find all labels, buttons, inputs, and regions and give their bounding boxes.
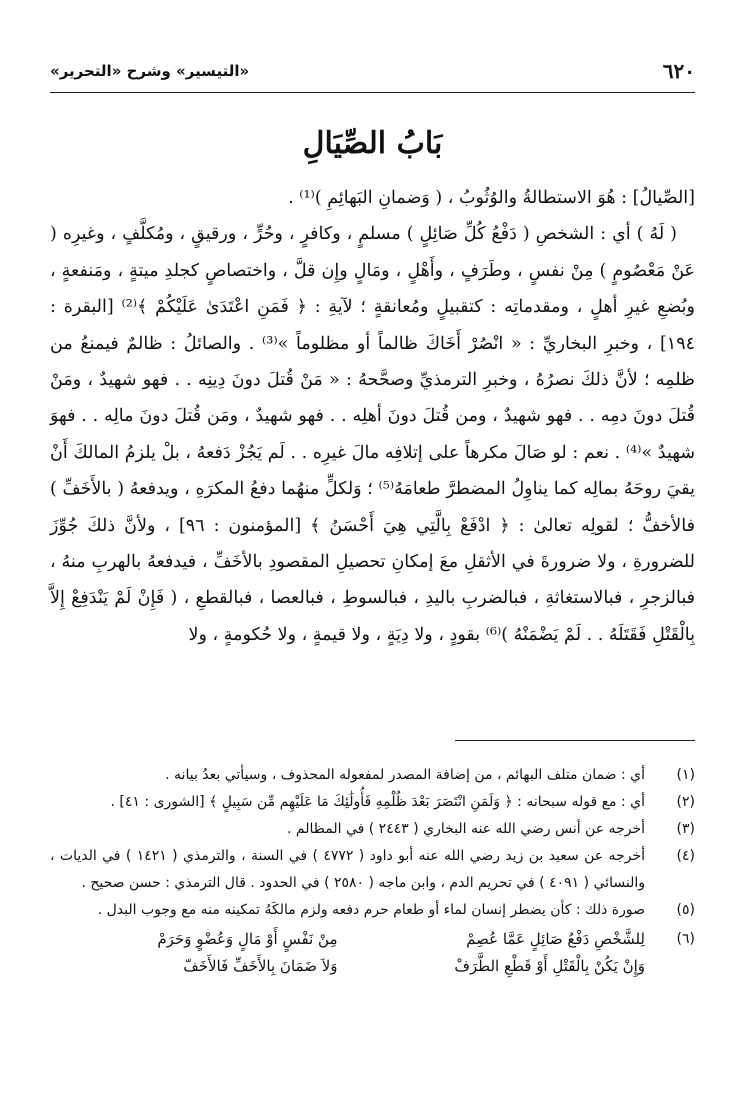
footnotes — [50, 762, 695, 980]
footnote-5 — [50, 897, 695, 924]
footnote-text: صورة ذلك : كأن يضطر إنسان لماء أو طعام حرم دفعه ولزم مالكَهُ تمكينه منه مع وجوب البدل . — [97, 902, 645, 918]
footnote-1 — [50, 762, 695, 789]
footnote-4 — [50, 843, 695, 897]
book-title: «التيسير» وشرح «التحرير» — [50, 62, 250, 80]
page-number: ٦٢٠ — [662, 59, 695, 83]
footnote-6-verse — [50, 926, 695, 980]
footnote-number: (٥) — [676, 902, 695, 918]
footnote-text: أخرجه عن سعيد بن زيد رضي الله عنه أبو داود ( ٤٧٧٢ ) في السنة ، والترمذي ( ١٤٢١ ) في الديات ، والنسائي ( ٤٠٩١ ) في تحريم الدم ، وابن ماجه ( ٢٥٨٠ ) في الحدود . قال الترمذي : حسن صحيح . — [50, 848, 645, 891]
footnote-2 — [50, 789, 695, 816]
footnote-rule — [455, 740, 695, 741]
verse-line-2-first-hemistich: وَإِنْ يَكُنْ بِالْقَتْلِ أَوْ قَطْعِ الطَّرَفْ — [454, 957, 645, 975]
footnote-number: (٣) — [676, 821, 695, 837]
footnote-3 — [50, 816, 695, 843]
footnote-number: (٢) — [676, 794, 695, 810]
verse-line-2-second-hemistich: وَلاَ ضَمَانَ بِالأَخَفِّ فَالأَخَفّ — [183, 957, 338, 975]
main-text — [50, 180, 695, 653]
footnote-text: أخرجه عن أنس رضي الله عنه البخاري ( ٢٤٤٣ ) في المظالم . — [287, 821, 645, 837]
definition-paragraph: [الصِّيالُ] : هُوَ الاستطالةُ والوُثُوبُ ، ( وَضمانِ البَهائِمِ )⁽¹⁾ . — [288, 188, 695, 208]
commentary-paragraph: ( لَهُ ) أي : الشخصِ ( دَفْعُ كُلِّ صَائِلٍ ) مسلمٍ ، وكافرٍ ، وحُرٍّ ، ورقيقٍ ، ومُكلَّفٍ ، وغيرِه ( عَنْ مَعْصُومٍ ) مِنْ نفسٍ ، وطَرَفٍ ، وأَهْلٍ ، ومَالٍ وإِن قلَّ ، واختصاصٍ كجلدِ ميتةٍ ، ومَنفعةٍ ، وبُضعِ غيرِ أهلٍ ، ومقدماتِه : كتقبيلٍ ومُعانقةٍ ؛ لآيةِ : ﴿ فَمَنِ اعْتَدَىٰ عَلَيْكُمْ ﴾⁽²⁾ [البقرة : ١٩٤] ، وخبرِ البخاريِّ : « انْصُرْ أَخَاكَ ظالماً أو مظلوماً »⁽³⁾ . والصائلُ : ظالمٌ فيمنعُ من ظلمِه ؛ لأنَّ ذلكَ نصرُهُ ، وخبرِ الترمذيِّ وصحَّحهُ : « مَنْ قُتلَ دونَ دِينِه . . فهو شهيدٌ ، ومَنْ قُتلَ دونَ دمِه . . فهو شهيدٌ ، ومن قُتلَ دونَ أهلِه . . فهو شهيدٌ ، ومَن قُتلَ دونَ مالِه . . فهوَ شهيدٌ »⁽⁴⁾ . نعم : لو صَالَ مكرهاً على إتلافِه مالَ غيرِه . . لَم يَجُزْ دَفعهُ ، بلْ يلزمُ المالكَ أَنْ يقيَ روحَهُ بمالِه كما يناوِلُ المضطرَّ طعامَهُ⁽⁵⁾ ؛ وَلكلٍّ منهُما دفعُ المكرَهِ ، ويدفعهُ ( بالأَخَفِّ ) فالأخفُّ ؛ لقولِه تعالىٰ : ﴿ ادْفَعْ بِالَّتِي هِيَ أَحْسَنُ ﴾ [المؤمنون : ٩٦] ، ولأنَّ ذلكَ جُوِّزَ للضرورةِ ، ولا ضرورةَ في الأثقلِ معَ إمكانِ تحصيلِ المقصودِ بالأخَفِّ ، فيدفعهُ بالهربِ منهُ ، فبالزجرِ ، فبالاستغاثةِ ، فبالضربِ باليدِ ، فبالسوطِ ، فبالعصا ، فبالقطعِ ، ( فَإِنْ لَمْ يَنْدَفِعْ إِلاَّ بِالْقَتْلِ فَقَتَلَهُ . . لَمْ يَضْمَنْهُ )⁽⁶⁾ بقودٍ ، ولا دِيَةٍ ، ولا قيمةٍ ، ولا حُكومةٍ ، ولا — [50, 224, 696, 645]
verse-lines — [50, 926, 645, 980]
footnote-number: (٦) — [676, 931, 695, 947]
verse-line-1-first-hemistich: لِلشَّخْصِ دَفْعُ صَائِلٍ عَمَّا عُصِمْ — [466, 930, 645, 948]
footnote-number: (١) — [676, 767, 695, 783]
footnote-text: أي : مع قوله سبحانه : ﴿ وَلَمَنِ انْتَصَرَ بَعْدَ ظُلْمِهِ فَأُولَٰئِكَ مَا عَلَيْهِم مِّن سَبِيلٍ ﴾ [الشورى : ٤١] . — [110, 794, 645, 810]
verse-line-1-second-hemistich: مِنْ نَفْسٍ أَوْ مَالٍ وَعُضْوٍ وَحَرَمْ — [157, 930, 338, 948]
footnote-text: أي : ضمان متلف البهائم ، من إضافة المصدر لمفعوله المحذوف ، وسيأتي بعدُ بيانه . — [165, 767, 645, 783]
chapter-title: بَابُ الصِّيَالِ — [302, 126, 443, 161]
footnote-number: (٤) — [676, 848, 695, 864]
header-rule — [50, 92, 695, 93]
running-header — [50, 56, 695, 86]
